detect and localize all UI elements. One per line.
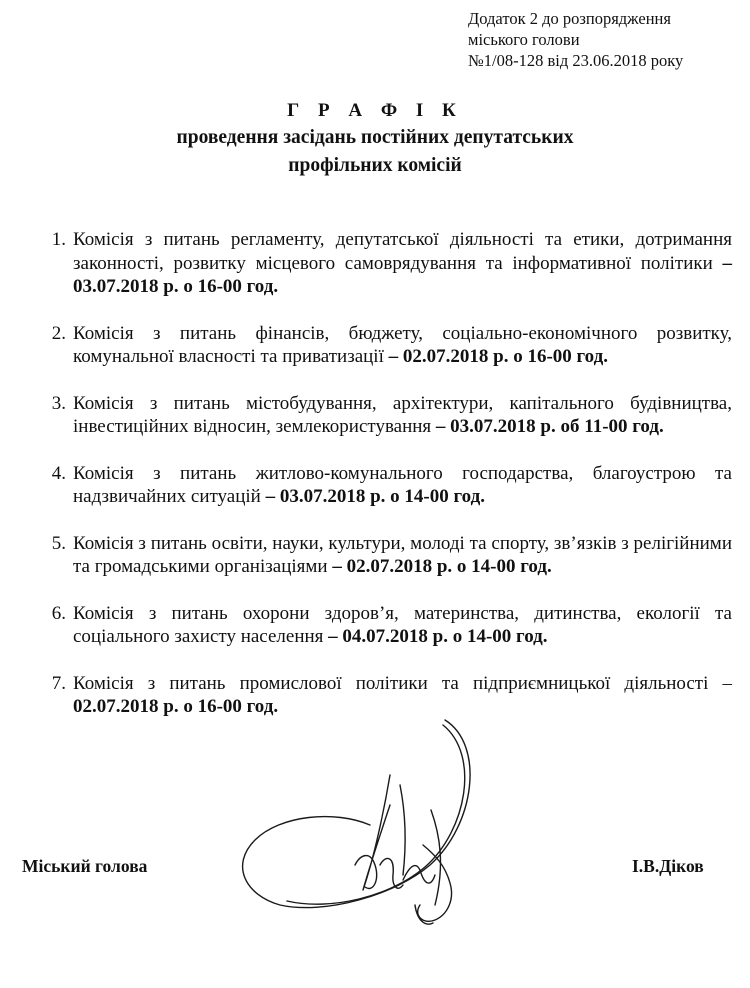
- item-text: Комісія з питань промислової політики та підприємницької діяльності –: [73, 672, 732, 694]
- item-text: Комісія з питань охорони здоров’я, материнства, дитинства, екології та соціального захисту населення: [73, 602, 732, 647]
- item-number: 3.: [51, 392, 66, 414]
- item-number: 1.: [51, 229, 66, 250]
- item-text: Комісія з питань освіти, науки, культури, молоді та спорту, зв’язків з релігійними та громадськими організаціями: [73, 532, 732, 577]
- item-number: 5.: [51, 532, 66, 554]
- item-date: – 03.07.2018 р. о 14-00 год.: [265, 486, 485, 507]
- item-date: – 04.07.2018 р. о 14-00 год.: [328, 626, 548, 647]
- item-text: Комісія з питань містобудування, архітектури, капітального будівництва, інвестиційних відносин, землекористування: [73, 392, 732, 437]
- annex-line-3: №1/08-128 від 23.06.2018 року: [468, 51, 684, 70]
- item-number: 6.: [51, 602, 66, 624]
- list-item: [32, 462, 732, 509]
- document-subtitle-line-1: проведення засідань постійних депутатських: [176, 127, 574, 148]
- annex-line-1: Додаток 2 до розпорядження: [468, 9, 671, 28]
- item-date: – 02.07.2018 р. о 16-00 год.: [388, 346, 608, 367]
- item-date: – 03.07.2018 р. о 16-00 год.: [73, 252, 732, 297]
- handwritten-signature-icon: [235, 715, 545, 945]
- item-text: Комісія з питань фінансів, бюджету, соціально-економічного розвитку, комунальної власності та приватизації: [73, 322, 732, 367]
- list-item: [32, 602, 732, 649]
- item-number: 4.: [51, 462, 66, 484]
- item-number: 2.: [51, 322, 66, 344]
- document-title: Г Р А Ф І К: [287, 100, 463, 121]
- list-item: [32, 228, 732, 299]
- document-subtitle-line-2: профільних комісій: [288, 155, 462, 176]
- item-date: 02.07.2018 р. о 16-00 год.: [73, 696, 279, 717]
- list-item: [32, 532, 732, 579]
- annex-line-2: міського голови: [468, 30, 580, 49]
- commission-schedule-list: [32, 228, 732, 742]
- list-item: [32, 392, 732, 439]
- signer-name: І.В.Діков: [632, 856, 704, 876]
- item-text: Комісія з питань житлово-комунального господарства, благоустрою та надзвичайних ситуацій: [73, 462, 732, 507]
- list-item: [32, 322, 732, 369]
- annex-note: [468, 8, 683, 71]
- document-header: [0, 98, 750, 180]
- item-date: – 02.07.2018 р. о 14-00 год.: [332, 556, 552, 577]
- item-date: – 03.07.2018 р. об 11-00 год.: [435, 416, 664, 437]
- item-number: 7.: [51, 672, 66, 694]
- item-text: Комісія з питань регламенту, депутатської діяльності та етики, дотримання законності, розвитку місцевого самоврядування та інформативної політики: [73, 229, 732, 274]
- list-item: [32, 672, 732, 719]
- signer-position: Міський голова: [22, 856, 148, 876]
